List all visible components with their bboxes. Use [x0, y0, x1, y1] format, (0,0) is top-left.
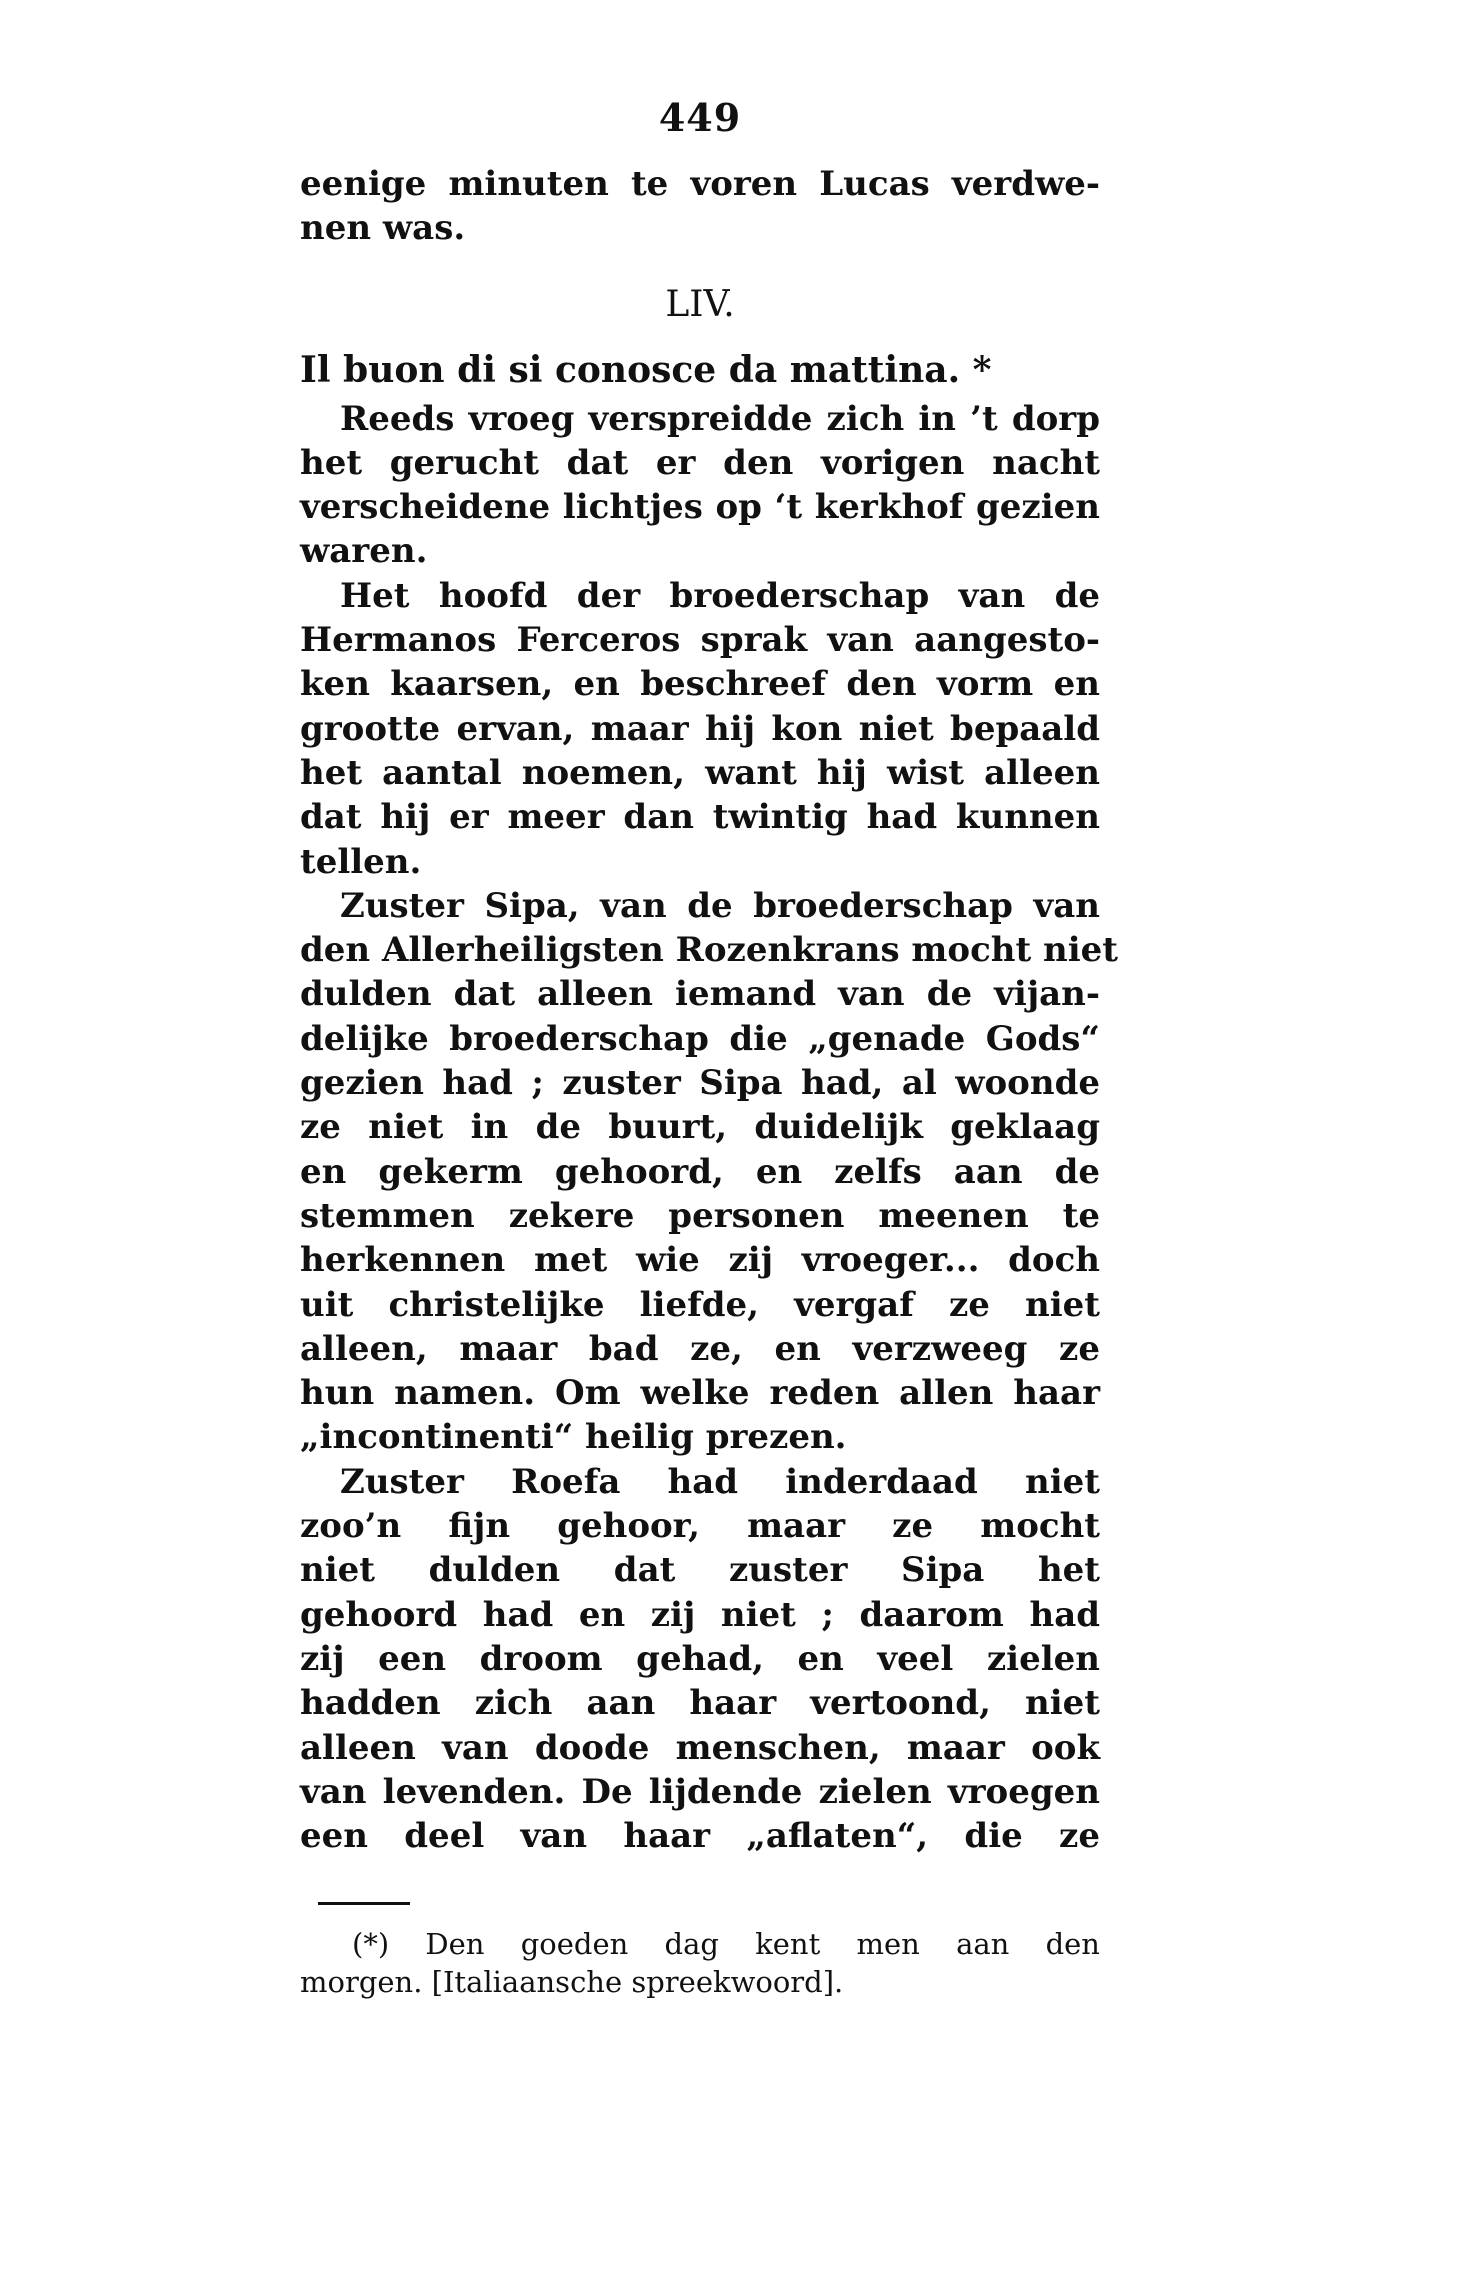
text-line: gezien had ; zuster Sipa had, al woonde — [300, 1063, 1100, 1104]
footnote-line: morgen. [Italiaansche spreekwoord]. — [300, 1965, 844, 2000]
text-line: ken kaarsen, en beschreef den vorm en — [300, 664, 1100, 705]
text-line: hadden zich aan haar vertoond, niet — [300, 1683, 1100, 1724]
text-line: Het hoofd der broederschap van de — [340, 575, 1100, 616]
text-line: waren. — [300, 531, 428, 572]
text-line: grootte ervan, maar hij kon niet bepaald — [300, 708, 1100, 749]
footnote — [300, 1925, 1100, 2001]
text-line: het aantal noemen, want hij wist alleen — [300, 752, 1100, 793]
footnote-divider — [318, 1902, 410, 1905]
text-line: hun namen. Om welke reden allen haar — [300, 1373, 1100, 1414]
text-line: Reeds vroeg verspreidde zich in ’t dorp — [340, 398, 1100, 439]
text-line: het gerucht dat er den vorigen nacht — [300, 442, 1100, 483]
text-line: tellen. — [300, 841, 422, 882]
text-line: den Allerheiligsten Rozenkrans mocht niet — [300, 930, 1119, 971]
text-line: en gekerm gehoord, en zelfs aan de — [300, 1151, 1100, 1192]
page-number: 449 — [658, 95, 742, 140]
text-line: zij een droom gehad, en veel zielen — [300, 1638, 1100, 1679]
text-line: Zuster Roefa had inderdaad niet — [340, 1461, 1100, 1502]
text-line: delijke broederschap die „genade Gods“ — [300, 1018, 1100, 1059]
chapter-number: LIV. — [665, 283, 735, 325]
text-line: dulden dat alleen iemand van de vijan- — [300, 974, 1100, 1015]
text-line: „incontinenti“ heilig prezen. — [300, 1417, 847, 1458]
footnote-line: (*) Den goeden dag kent men aan den — [352, 1927, 1100, 1962]
text-line: uit christelijke liefde, vergaf ze niet — [300, 1284, 1100, 1325]
text-line: alleen van doode menschen, maar ook — [300, 1727, 1100, 1768]
text-line: nen was. — [300, 208, 466, 249]
paragraph-1 — [300, 397, 1100, 574]
paragraph-2 — [300, 574, 1100, 884]
text-line: ze niet in de buurt, duidelijk geklaag — [300, 1107, 1100, 1148]
text-line: een deel van haar „aflaten“, die ze — [300, 1816, 1100, 1857]
text-line: verscheidene lichtjes op ‘t kerkhof gezien — [300, 487, 1100, 528]
text-line: dat hij er meer dan twintig had kunnen — [300, 797, 1100, 838]
text-line: eenige minuten te voren Lucas verdwe- — [300, 164, 1100, 204]
text-line: Hermanos Ferceros sprak van aangesto- — [300, 620, 1100, 661]
chapter-title: Il buon di si conosce da mattina. * — [300, 348, 992, 391]
text-line: zoo’n fijn gehoor, maar ze mocht — [300, 1506, 1100, 1547]
text-line: alleen, maar bad ze, en verzweeg ze — [300, 1328, 1100, 1369]
text-line: gehoord had en zij niet ; daarom had — [300, 1594, 1100, 1635]
paragraph-3 — [300, 884, 1119, 1460]
text-line: van levenden. De lijdende zielen vroegen — [300, 1771, 1100, 1812]
opening-text — [300, 162, 1100, 251]
text-line: stemmen zekere personen meenen te — [300, 1195, 1100, 1236]
paragraph-4 — [300, 1460, 1100, 1859]
text-line: niet dulden dat zuster Sipa het — [300, 1550, 1100, 1591]
book-page — [300, 95, 1119, 2001]
text-line: Zuster Sipa, van de broederschap van — [340, 885, 1100, 926]
text-line: herkennen met wie zij vroeger... doch — [300, 1240, 1100, 1281]
